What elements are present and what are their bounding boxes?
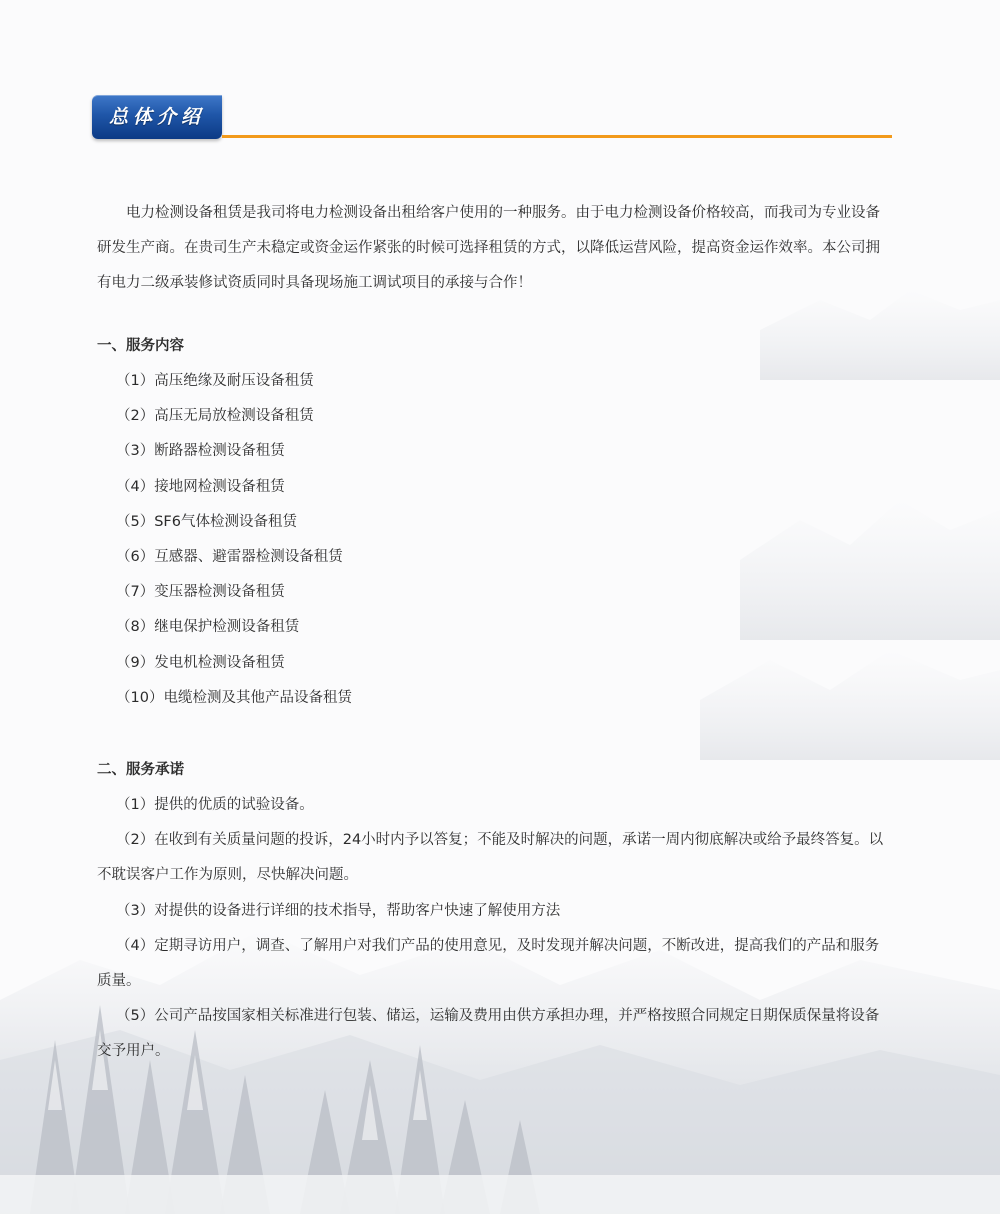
list-item: （6）互感器、避雷器检测设备租赁: [116, 549, 343, 566]
section-header-badge: [92, 95, 222, 139]
list-item: （10）电缆检测及其他产品设备租赁: [116, 689, 352, 706]
list-item: （5）SF6气体检测设备租赁: [116, 513, 297, 530]
list-item: （4）接地网检测设备租赁: [116, 478, 285, 495]
list-item: （8）继电保护检测设备租赁: [116, 619, 300, 636]
services-list: [97, 364, 892, 716]
list-item: （3）对提供的设备进行详细的技术指导，帮助客户快速了解使用方法: [116, 902, 561, 919]
list-item: （3）断路器检测设备租赁: [116, 443, 285, 460]
list-item: （7）变压器检测设备租赁: [116, 584, 285, 601]
section-header-title: 总体介绍: [108, 106, 205, 128]
list-item: （4）定期寻访用户，调查、了解用户对我们产品的使用意见，及时发现并解决问题，不断改进，提高我们的产品和服务质量。: [97, 937, 880, 990]
list-item: （5）公司产品按国家相关标准进行包装、储运，运输及费用由供方承担办理，并严格按照合同规定日期保质保量将设备交予用户。: [97, 1008, 880, 1060]
list-item: （1）提供的优质的试验设备。: [116, 797, 314, 813]
promises-list: [97, 788, 892, 1070]
list-item: （2）在收到有关质量问题的投诉，24小时内予以答复；不能及时解决的问题，承诺一周内彻底解决或给予最终答复。以不耽误客户工作为原则，尽快解决问题。: [97, 832, 884, 884]
services-heading: 一、服务内容: [97, 338, 184, 354]
list-item: （1）高压绝缘及耐压设备租赁: [116, 373, 314, 389]
promises-heading: 二、服务承诺: [97, 762, 184, 778]
list-item: （2）高压无局放检测设备租赁: [116, 408, 314, 425]
header-divider-line: [222, 135, 892, 138]
intro-paragraph: 电力检测设备租赁是我司将电力检测设备出租给客户使用的一种服务。由于电力检测设备价格较高，而我司为专业设备研发生产商。在贵司生产未稳定或资金运作紧张的时候可选择租赁的方式，以降低运营风险，提高资金运作效率。本公司拥有电力二级承装修试资质同时具备现场施工调试项目的承接与合作！: [97, 205, 880, 291]
list-item: （9）发电机检测设备租赁: [116, 654, 285, 671]
